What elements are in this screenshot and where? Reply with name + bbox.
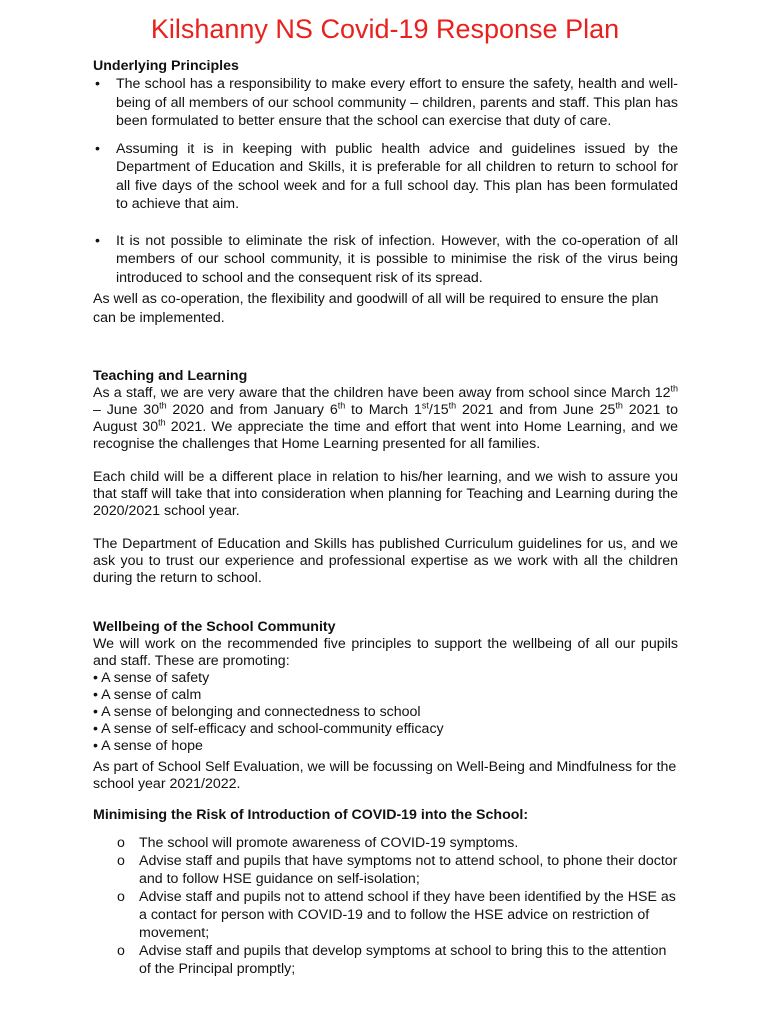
bullet-marker: • (95, 140, 100, 157)
list-item: • A sense of calm (93, 687, 202, 703)
teaching-paragraph-2: Each child will be a different place in relation to his/her learning, and we wish to assure you that staff will take that into consideration when planning for Teaching and Learning during the 2020/2021 school year. (93, 469, 678, 519)
bullet-marker: • (95, 76, 100, 92)
circle-bullet-icon: o (117, 889, 125, 905)
wellbeing-list (93, 670, 678, 755)
principles-list (93, 75, 678, 287)
list-item-text: The school has a responsibility to make every effort to ensure the safety, health and well-being of all members of our school community – children, parents and staff. This plan has been formulated to better ensure that the school can exercise that duty of care. (116, 76, 678, 129)
page-title: Kilshanny NS Covid-19 Response Plan (150, 14, 620, 44)
principles-closing: As well as co-operation, the flexibility and goodwill of all will be required to ensure the plan can be implemented. (93, 291, 659, 326)
section-heading-wellbeing: Wellbeing of the School Community (93, 619, 336, 635)
list-item-text: Advise staff and pupils not to attend school if they have been identified by the HSE as a contact for person with COVID-19 and to follow the HSE advice on restriction of movement; (139, 889, 676, 941)
section-heading-teaching: Teaching and Learning (93, 368, 248, 384)
underlying-principles-section (93, 58, 678, 328)
list-item-text: It is not possible to eliminate the risk of infection. However, with the co-operation of all members of our school community, it is possible to minimise the risk of the virus being introduced to school and the consequent risk of its spread. (116, 232, 678, 286)
list-item (93, 232, 678, 288)
list-item-text: Advise staff and pupils that have symptoms not to attend school, to phone their doctor and to follow HSE guidance on self-isolation; (139, 853, 678, 887)
list-item: • A sense of self-efficacy and school-community efficacy (93, 721, 444, 737)
minimising-risk-section (93, 807, 678, 978)
list-item (93, 75, 678, 131)
circle-bullet-icon: o (117, 835, 125, 851)
section-heading-principles: Underlying Principles (93, 58, 239, 74)
teaching-paragraph-3: The Department of Education and Skills has published Curriculum guidelines for us, and we ask you to trust our experience and professional expertise as we work with all the children during the return to school. (93, 536, 678, 586)
list-item (93, 852, 678, 888)
wellbeing-section (93, 619, 678, 793)
minimising-list (93, 834, 678, 978)
list-item: • A sense of belonging and connectedness to school (93, 704, 421, 720)
list-item-text: The school will promote awareness of COVID-19 symptoms. (139, 835, 519, 851)
wellbeing-closing: As part of School Self Evaluation, we will be focussing on Well-Being and Mindfulness for the school year 2021/2022. (93, 759, 677, 792)
teaching-paragraph-1: As a staff, we are very aware that the children have been away from school since March 12th – June 30th 2020 and from January 6th to March 1st/15th 2021 and from June 25th 2021 to August 30th 2021. We appreciate the time and effort that went into Home Learning, and we recognise the challenges that Home Learning presented for all families. (93, 383, 678, 452)
list-item: • A sense of hope (93, 738, 203, 754)
wellbeing-intro: We will work on the recommended five principles to support the wellbeing of all our pupils and staff. These are promoting: (93, 636, 678, 669)
list-item (93, 888, 678, 942)
teaching-learning-section (93, 368, 678, 587)
list-item (93, 834, 678, 852)
list-item (93, 140, 678, 214)
section-heading-minimising: Minimising the Risk of Introduction of COVID-19 into the School: (93, 807, 529, 823)
list-item-text: Advise staff and pupils that develop symptoms at school to bring this to the attention of the Principal promptly; (139, 943, 667, 977)
list-item (93, 942, 678, 978)
circle-bullet-icon: o (117, 853, 125, 869)
bullet-marker: • (95, 232, 100, 249)
list-item-text: Assuming it is in keeping with public health advice and guidelines issued by the Department of Education and Skills, it is preferable for all children to return to school for all five days of the school week and for a full school day. This plan has been formulated to achieve that aim. (116, 140, 678, 212)
circle-bullet-icon: o (117, 943, 125, 959)
list-item: • A sense of safety (93, 670, 210, 686)
